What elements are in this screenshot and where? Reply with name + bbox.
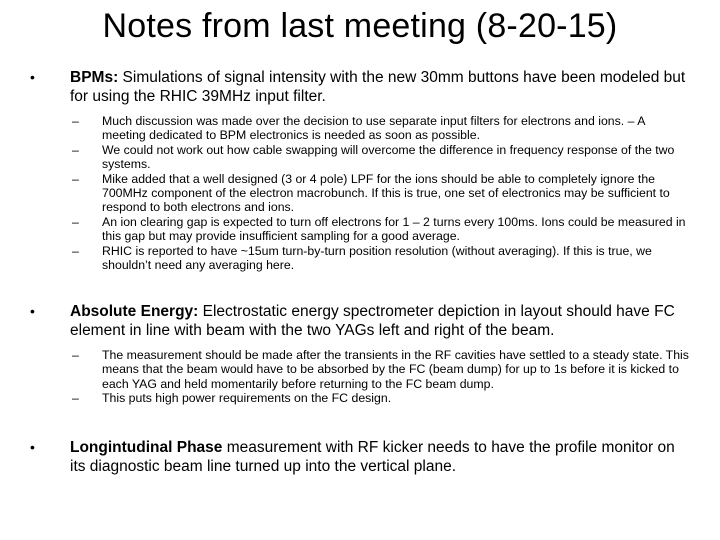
bullet-marker: • [30,439,35,455]
dash-marker: – [72,348,79,362]
sub-item [30,244,690,273]
sub-item-text: An ion clearing gap is expected to turn off electrons for 1 – 2 turns every 100ms. Ions could be measured in this gap but may provide insufficient sampling for a good average. [102,214,686,244]
sub-item [30,391,690,405]
sub-item [30,215,690,244]
bullet-text [30,302,690,340]
sub-item-text: Much discussion was made over the decision to use separate input filters for electrons and ions. – A meeting dedicated to BPM electronics is needed as soon as possible. [102,114,645,143]
dash-marker: – [72,391,79,406]
dash-marker: – [72,171,79,186]
bullet-absolute-energy [30,302,690,406]
sub-item-text: The measurement should be made after the transients in the RF cavities have settled to a steady state. This means that the beam would have to be absorbed by the FC (beam dump) for up to 1s before it is kicked to each YAG and held momentarily before returning to the FC beam dump. [102,348,689,391]
sub-item-text: Mike added that a well designed (3 or 4 pole) LPF for the ions should be able to completely ignore the 700MHz component of the electron macrobunch. If this is true, one set of electronics may be sufficient to respond to both electrons and ions. [102,171,670,215]
dash-marker: – [72,114,79,128]
bullet-text [30,68,690,106]
dash-marker: – [72,243,79,258]
sub-item [30,143,690,172]
sub-item [30,172,690,215]
bullet-lead: Absolute Energy: [70,303,199,320]
bullet-marker: • [30,69,35,85]
sub-list [30,348,690,406]
dash-marker: – [72,142,79,157]
bullet-body: Simulations of signal intensity with the new 30mm buttons have been modeled but for using the RHIC 39MHz input filter. [70,69,686,105]
bullet-bpms [30,68,690,272]
bullet-lead: BPMs: [70,69,119,86]
sub-item-text: This puts high power requirements on the FC design. [102,391,392,406]
dash-marker: – [72,214,79,229]
bullet-marker: • [30,303,35,319]
sub-item [30,114,690,143]
bullet-text [30,438,690,476]
bullet-body: measurement with RF kicker needs to have the profile monitor on its diagnostic beam line turned up into the vertical plane. [70,439,675,475]
sub-item-text: We could not work out how cable swapping will overcome the difference in frequency response of the two systems. [102,142,675,172]
sub-item [30,348,690,391]
bullet-body: Electrostatic energy spectrometer depiction in layout should have FC element in line with beam with the two YAGs left and right of the beam. [70,303,675,339]
bullet-lead: Longintudinal Phase [70,439,223,456]
sub-item-text: RHIC is reported to have ~15um turn-by-turn position resolution (without averaging). If this is true, we shouldn’t need any averaging here. [102,243,652,273]
slide-title: Notes from last meeting (8-20-15) [102,7,618,45]
bullet-longitudinal-phase [30,438,690,476]
sub-list [30,114,690,272]
